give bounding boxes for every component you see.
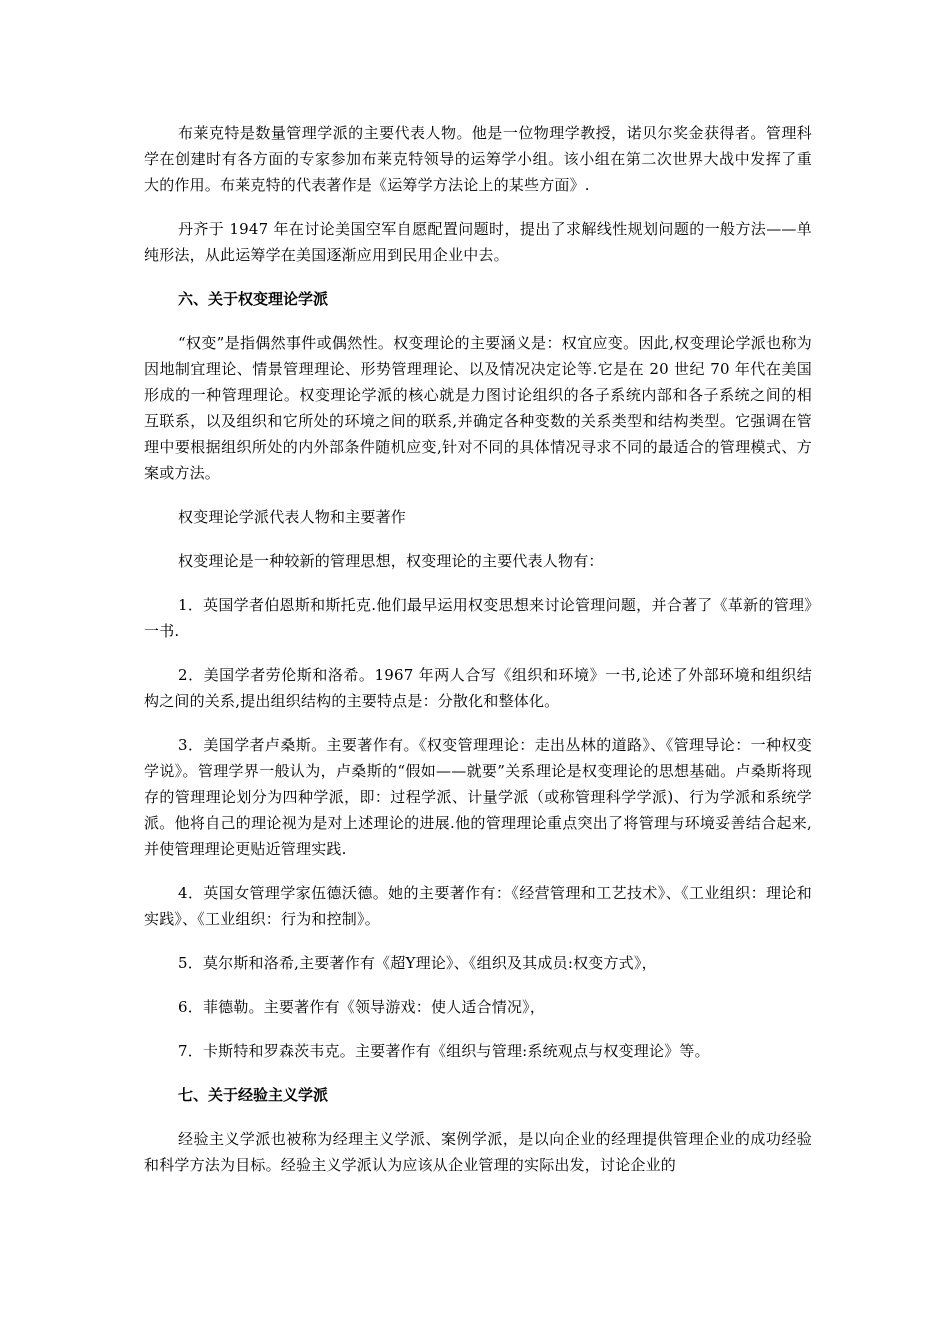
list-item-6: 6．菲德勒。主要著作有《领导游戏：使人适合情况》， (178, 998, 546, 1016)
list-item-7: 7．卡斯特和罗森茨韦克。主要著作有《组织与管理:系统观点与权变理论》等。 (178, 1042, 710, 1060)
list-item-2: 2．美国学者劳伦斯和洛希。1967 年两人合写《组织和环境》一书,论述了外部环境和组织结构之间的关系,提出组织结构的主要特点是：分散化和整体化。 (144, 666, 812, 710)
section-heading-contingency: 六、关于权变理论学派 (178, 290, 329, 308)
paragraph-empiricism: 经验主义学派也被称为经理主义学派、案例学派，是以向企业的经理提供管理企业的成功经验和科学方法为目标。经验主义学派认为应该从企业管理的实际出发，讨论企业的 (144, 1130, 812, 1174)
paragraph-contingency-intro: 权变理论是一种较新的管理思想，权变理论的主要代表人物有： (178, 552, 604, 570)
paragraph-dantzig: 丹齐于 1947 年在讨论美国空军自愿配置问题时，提出了求解线性规划问题的一般方法——单纯形法，从此运筹学在美国逐渐应用到民用企业中去。 (144, 220, 812, 264)
list-item-4: 4．英国女管理学家伍德沃德。她的主要著作有：《经营管理和工艺技术》、《工业组织：理论和实践》、《工业组织：行为和控制》。 (144, 884, 812, 928)
paragraph-contingency-definition: “权变”是指偶然事件或偶然性。权变理论的主要涵义是：权宜应变。因此,权变理论学派也称为因地制宜理论、情景管理理论、形势管理理论、以及情况决定论等.它是在 20 世纪 70 年代在美国形成的一种管理理论。权变理论学派的核心就是力图讨论组织的各子系统内部和各子系统之间的相互联系，以及组织和它所处的环境之间的联系,并确定各种变数的关系类型和结构类型。它强调在管理中要根据组织所处的内外部条件随机应变,针对不同的具体情况寻求不同的最适合的管理模式、方案或方法。 (144, 334, 812, 482)
paragraph-blackett: 布莱克特是数量管理学派的主要代表人物。他是一位物理学教授，诺贝尔奖金获得者。管理科学在创建时有各方面的专家参加布莱克特领导的运筹学小组。该小组在第二次世界大战中发挥了重大的作用。布莱克特的代表著作是《运筹学方法论上的某些方面》. (144, 124, 812, 194)
section-heading-empiricism: 七、关于经验主义学派 (178, 1086, 329, 1104)
document-page (144, 120, 812, 1196)
paragraph-contingency-subtitle: 权变理论学派代表人物和主要著作 (178, 508, 407, 526)
list-item-5: 5．莫尔斯和洛希,主要著作有《超Y理论》、《组织及其成员:权变方式》， (178, 954, 657, 972)
list-item-3: 3．美国学者卢桑斯。主要著作有。《权变管理理论：走出丛林的道路》、《管理导论：一种权变学说》。管理学界一般认为，卢桑斯的“假如——就要”关系理论是权变理论的思想基础。卢桑斯将现存的管理理论划分为四种学派，即：过程学派、计量学派（或称管理科学学派)、行为学派和系统学派。他将自己的理论视为是对上述理论的进展.他的管理理论重点突出了将管理与环境妥善结合起来,并使管理理论更贴近管理实践. (144, 736, 812, 858)
list-item-1: 1．英国学者伯恩斯和斯托克.他们最早运用权变思想来讨论管理问题，并合著了《革新的管理》一书. (144, 596, 812, 640)
